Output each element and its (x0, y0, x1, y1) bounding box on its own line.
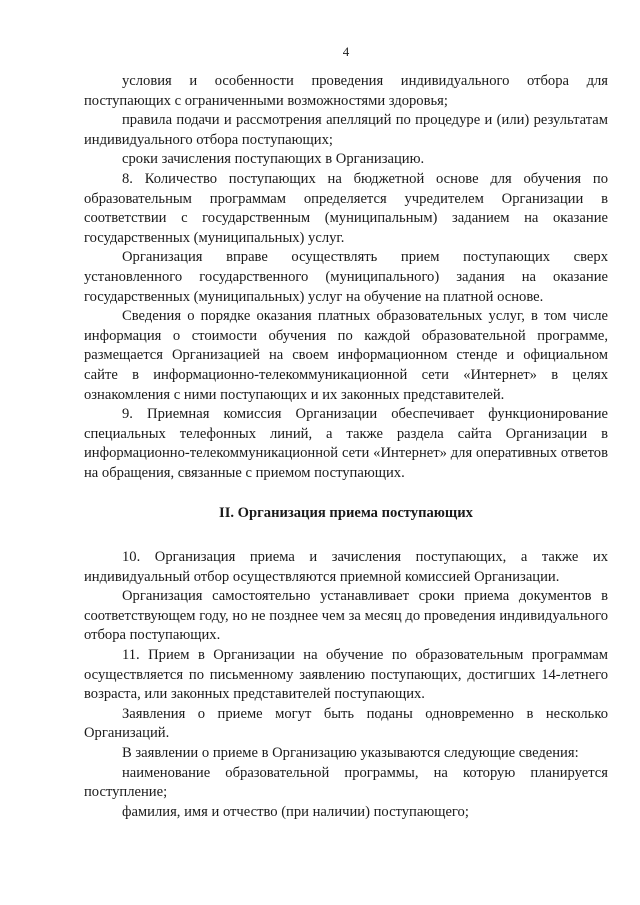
paragraph: сроки зачисления поступающих в Организацию. (122, 151, 425, 168)
paragraph: 9. Приемная комиссия Организации обеспечивает функционирование специальных телефонных линий, а также раздела сайта Организации в информационно-телекоммуникационной сети «Интернет» для оперативных ответов на обращения, связанные с приемом поступающих. (84, 406, 608, 481)
paragraph: фамилия, имя и отчество (при наличии) поступающего; (122, 803, 469, 820)
paragraph: Организация вправе осуществлять прием поступающих сверх установленного государственного (муниципального) задания на оказание государственных (муниципальных) услуг на обучение на платной основе. (84, 249, 608, 305)
paragraph: Сведения о порядке оказания платных образовательных услуг, в том числе информация о стоимости обучения по каждой образовательной программе, размещается Организацией на своем информационном стенде и официальном сайте в информационно-телекоммуникационной сети «Интернет» в целях ознакомления с ними поступающих и их законных представителей. (84, 308, 608, 403)
paragraph: Заявления о приеме могут быть поданы одновременно в несколько Организаций. (84, 705, 608, 742)
section-heading: II. Организация приема поступающих (219, 505, 473, 522)
paragraph: 10. Организация приема и зачисления поступающих, а также их индивидуальный отбор осуществляются приемной комиссией Организации. (84, 549, 608, 585)
paragraph: В заявлении о приеме в Организацию указываются следующие сведения: (122, 745, 579, 761)
paragraph: наименование образовательной программы, на которую планируется поступление; (84, 764, 608, 801)
paragraph: условия и особенности проведения индивидуального отбора для поступающих с ограниченными возможностями здоровья; (84, 73, 608, 109)
paragraph: Организация самостоятельно устанавливает сроки приема документов в соответствующем году, но не позднее чем за месяц до проведения индивидуального отбора поступающих. (84, 588, 608, 644)
page-number: 4 (342, 44, 350, 59)
paragraph: правила подачи и рассмотрения апелляций по процедуре и (или) результатам индивидуального отбора поступающих; (84, 112, 608, 148)
paragraph: 8. Количество поступающих на бюджетной основе для обучения по образовательным программам определяется учредителем Организации в соответствии с государственным (муниципальным) заданием на оказание государственных (муниципальных) услуг. (84, 170, 608, 246)
paragraph: 11. Прием в Организации на обучение по образовательным программам осуществляется по письменному заявлению поступающих, достигших 14-летнего возраста, или законных представителей поступающих. (84, 647, 608, 703)
